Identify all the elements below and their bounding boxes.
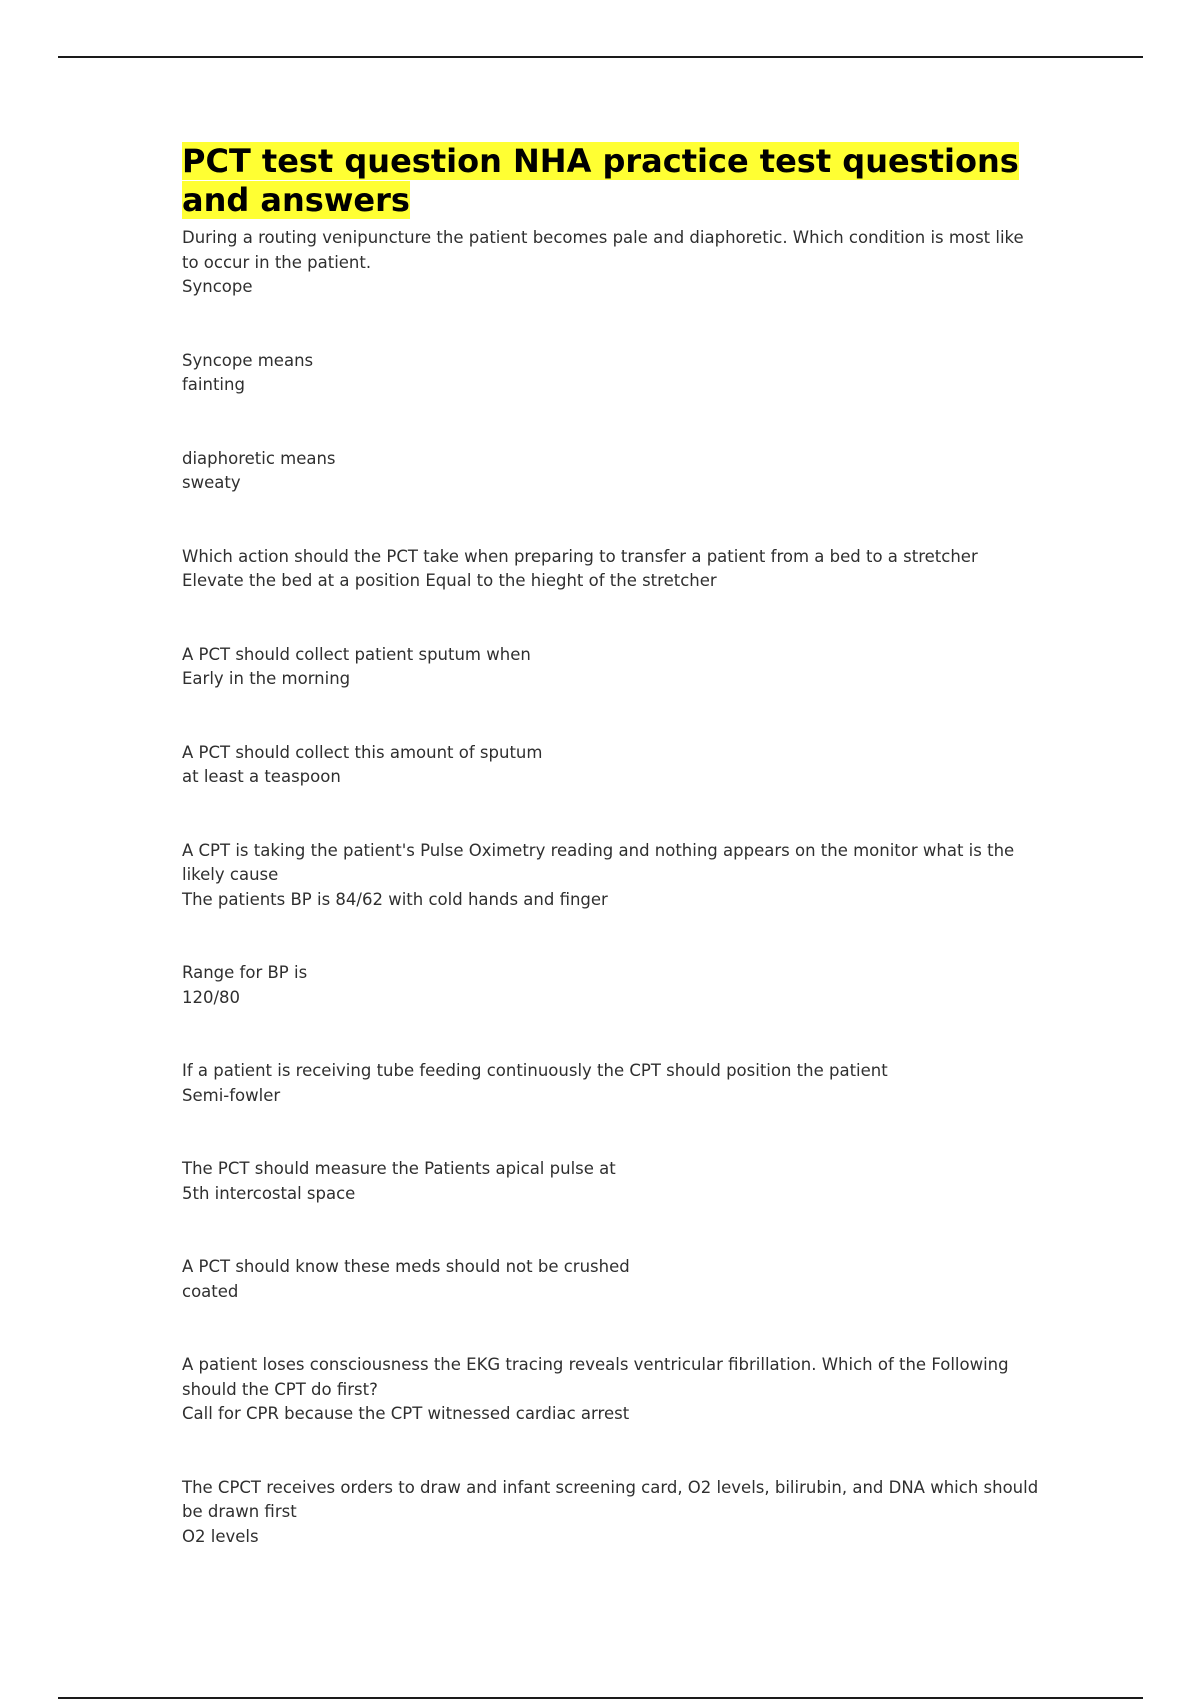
question-text: A PCT should collect patient sputum when <box>182 644 531 664</box>
answer-text: sweaty <box>182 473 241 492</box>
question-text: A CPT is taking the patient's Pulse Oximetry reading and nothing appears on the monitor what is the likely cause <box>182 840 1015 884</box>
question-text: Which action should the PCT take when preparing to transfer a patient from a bed to a stretcher <box>182 546 978 566</box>
question-text: If a patient is receiving tube feeding continuously the CPT should position the patient <box>182 1061 888 1080</box>
answer-text: coated <box>182 1281 239 1301</box>
answer-text: Early in the morning <box>182 669 351 688</box>
answer-text: at least a teaspoon <box>182 767 341 786</box>
answer-text: Elevate the bed at a position Equal to the hieght of the stretcher <box>182 571 717 590</box>
qa-item-12 <box>182 1353 1042 1427</box>
answer-text: Semi-fowler <box>182 1085 281 1105</box>
question-text: Range for BP is <box>182 963 308 982</box>
question-text: Syncope means <box>182 350 314 370</box>
question-text: diaphoretic means <box>182 448 336 468</box>
qa-item-5 <box>182 643 1042 692</box>
qa-item-8 <box>182 961 1042 1010</box>
qa-item-11 <box>182 1255 1042 1304</box>
answer-text: fainting <box>182 375 245 394</box>
answer-text: Syncope <box>182 277 253 296</box>
question-text: The PCT should measure the Patients apical pulse at <box>182 1159 616 1178</box>
qa-item-3 <box>182 447 1042 496</box>
document-title-text: PCT test question NHA practice test questions and answers <box>182 142 1019 219</box>
answer-text: 120/80 <box>182 987 241 1007</box>
answer-text: O2 levels <box>182 1526 259 1546</box>
bottom-rule <box>58 1697 1143 1699</box>
qa-item-1 <box>182 226 1042 300</box>
answer-text: The patients BP is 84/62 with cold hands and finger <box>182 889 608 909</box>
document-title <box>182 142 1042 220</box>
question-text: During a routing venipuncture the patient becomes pale and diaphoretic. Which condition is most like to occur in the patient. <box>182 228 1024 272</box>
answer-text: 5th intercostal space <box>182 1183 356 1203</box>
qa-item-13 <box>182 1476 1042 1550</box>
qa-item-10 <box>182 1157 1042 1206</box>
top-rule <box>58 56 1143 58</box>
document-body <box>182 142 1042 1549</box>
qa-item-6 <box>182 741 1042 790</box>
question-text: A PCT should know these meds should not be crushed <box>182 1257 630 1276</box>
question-text: A PCT should collect this amount of sputum <box>182 742 543 762</box>
qa-item-4 <box>182 545 1042 594</box>
qa-item-2 <box>182 349 1042 398</box>
question-text: The CPCT receives orders to draw and infant screening card, O2 levels, bilirubin, and DNA which should be drawn first <box>182 1477 1039 1521</box>
qa-item-9 <box>182 1059 1042 1108</box>
answer-text: Call for CPR because the CPT witnessed cardiac arrest <box>182 1404 630 1423</box>
qa-item-7 <box>182 839 1042 913</box>
question-text: A patient loses consciousness the EKG tracing reveals ventricular fibrillation. Which of the Following should the CPT do first? <box>182 1355 1009 1399</box>
